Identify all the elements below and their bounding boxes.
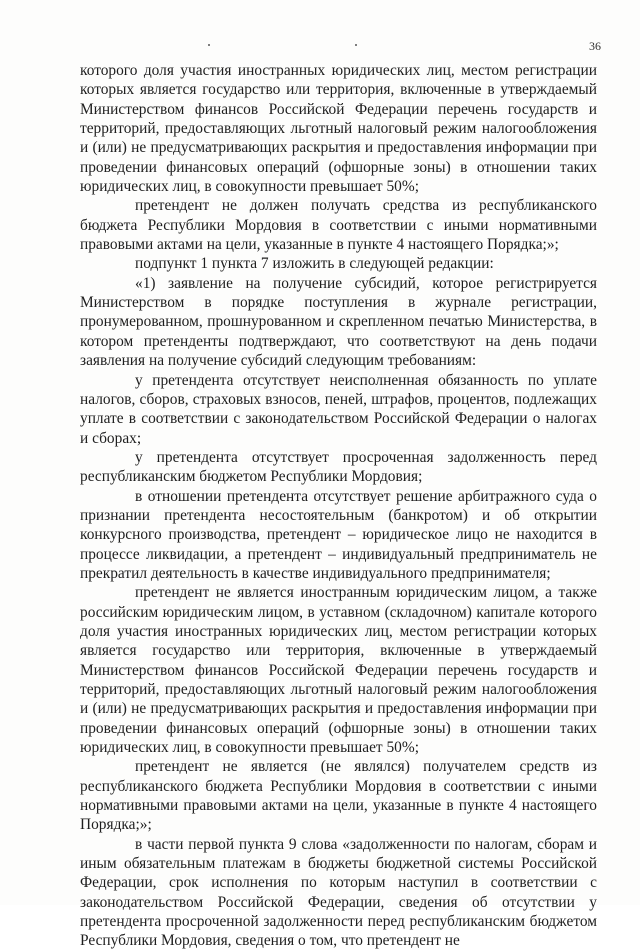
page-number: 36: [589, 39, 601, 53]
paragraph: «1) заявление на получение субсидий, которое регистрируется Министерством в порядке поступления в журнале регистрации, пронумерованном, прошнурованном и скрепленном печатью Министерства, в котором претенденты подтверждают, что соответствуют на день подачи заявления на получение субсидий следующим требованиям:: [80, 274, 597, 370]
paragraph: у претендента отсутствует просроченная задолженность перед республиканским бюджетом Республики Мордовия;: [80, 448, 597, 486]
paragraph: в части первой пункта 9 слова «задолженности по налогам, сборам и иным обязательным платежам в бюджеты бюджетной системы Российской Федерации, срок исполнения по которым наступил в соответствии с законодательством Российской Федерации, сведения об отсутствии у претендента просроченной задолженности перед республиканским бюджетом Республики Мордовия, сведения о том, что претендент не: [80, 835, 597, 950]
paragraph: у претендента отсутствует неисполненная обязанность по уплате налогов, сборов, страховых взносов, пеней, штрафов, процентов, подлежащих уплате в соответствии с законодательством Российской Федерации о налогах и сборах;: [80, 371, 597, 447]
paragraph: претендент не является иностранным юридическим лицом, а также российским юридическим лицом, в уставном (складочном) капитале которого доля участия иностранных юридических лиц, местом регистрации которых является государство или территория, включенные в утверждаемый Министерством финансов Российской Федерации перечень государств и территорий, предоставляющих льготный налоговый режим налогообложения и (или) не предусматривающих раскрытия и предоставления информации при проведении финансовых операций (офшорные зоны) в отношении таких юридических лиц, в совокупности превышает 50%;: [80, 584, 597, 757]
paragraph: подпункт 1 пункта 7 изложить в следующей редакции:: [135, 255, 494, 273]
paragraph: претендент не является (не являлся) получателем средств из республиканского бюджета Республики Мордовия в соответствии с иными нормативными правовыми актами на цели, указанные в пункте 4 настоящего Порядка;»;: [80, 758, 597, 834]
paragraph: которого доля участия иностранных юридических лиц, местом регистрации которых является государство или территория, включенные в утверждаемый Министерством финансов Российской Федерации перечень государств и территорий, предоставляющих льготный налоговый режим налогообложения и (или) не предусматривающих раскрытия и предоставления информации при проведении финансовых операций (офшорные зоны) в отношении таких юридических лиц, в совокупности превышает 50%;: [80, 62, 597, 196]
scan-speck: [355, 44, 357, 46]
paragraph: претендент не должен получать средства из республиканского бюджета Республики Мордовия в соответствии с иными нормативными правовыми актами на цели, указанные в пункте 4 настоящего Порядка;»;: [80, 197, 597, 254]
document-text: [80, 61, 597, 951]
scan-speck: [208, 44, 210, 46]
paragraph: в отношении претендента отсутствует решение арбитражного суда о признании претендента несостоятельным (банкротом) и об открытии конкурсного производства, претендент – юридическое лицо не находится в процессе ликвидации, а претендент – индивидуальный предприниматель не прекратил деятельность в качестве индивидуального предпринимателя;: [80, 487, 597, 582]
